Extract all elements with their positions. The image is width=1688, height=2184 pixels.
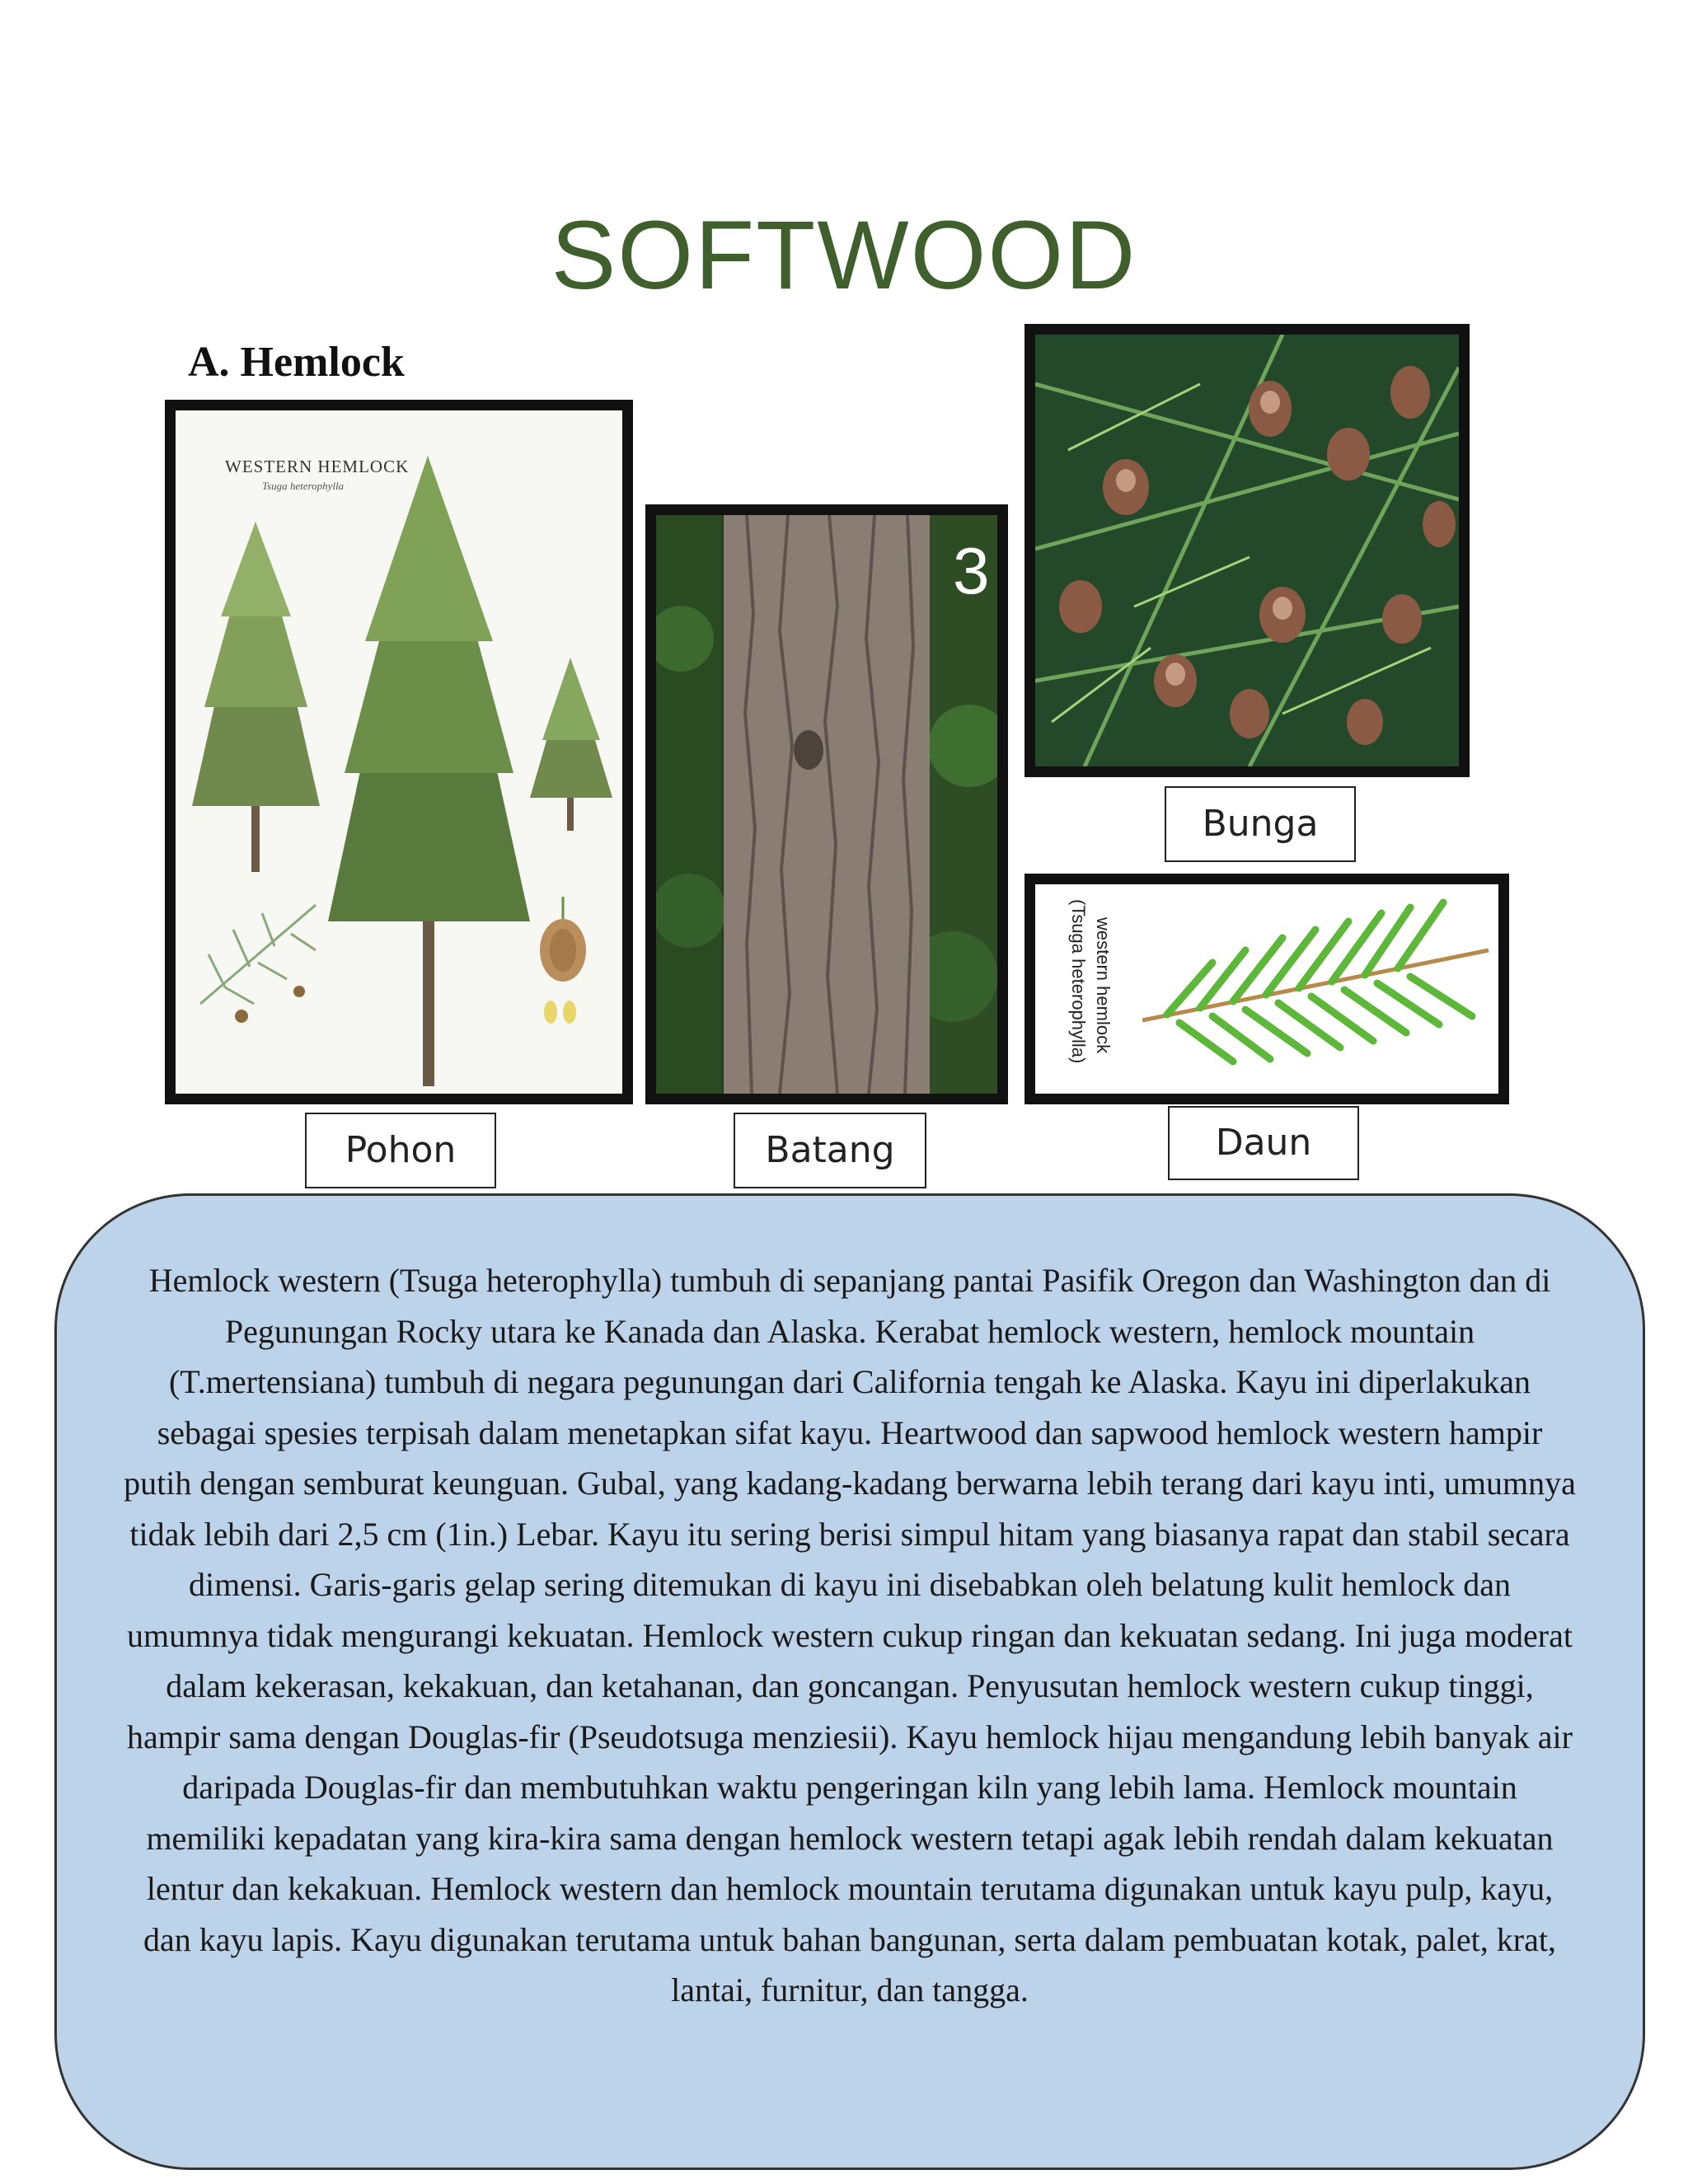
caption-batang: Batang — [734, 1113, 926, 1188]
cones-photo-icon — [1035, 335, 1459, 766]
page-title: SOFTWOOD — [551, 201, 1137, 310]
plate-subtitle: Tsuga heterophylla — [262, 480, 345, 492]
needles-photo-frame — [1025, 874, 1509, 1104]
caption-bunga: Bunga — [1165, 786, 1356, 862]
section-heading: A. Hemlock — [188, 339, 405, 386]
leaf-label-common: western hemlock — [1093, 917, 1114, 1054]
cones-photo-frame — [1025, 324, 1470, 777]
trunk-corner-mark: 3 — [953, 534, 990, 607]
tree-illustration-frame — [165, 400, 633, 1104]
tree-illustration-icon — [176, 410, 622, 1094]
description-panel — [54, 1193, 1645, 2170]
caption-pohon: Pohon — [305, 1113, 496, 1188]
description-text: Hemlock western (Tsuga heterophylla) tumbuh di sepanjang pantai Pasifik Oregon dan Washington dan di Pegunungan Rocky utara ke Kanada dan Alaska. Kerabat hemlock western, hemlock mountain (T.mertensiana) tumbuh di negara pegunungan dari California tengah ke Alaska. Kayu ini diperlakukan sebagai spesies terpisah dalam menetapkan sifat kayu. Heartwood dan sapwood hemlock western hampir putih dengan semburat keunguan. Gubal, yang kadang-kadang berwarna lebih terang dari kayu inti, umumnya tidak lebih dari 2,5 cm (1in.) Lebar. Kayu itu sering berisi simpul hitam yang biasanya rapat dan stabil secara dimensi. Garis-garis gelap sering ditemukan di kayu ini disebabkan oleh belatung kulit hemlock dan umumnya tidak mengurangi kekuatan. Hemlock western cukup ringan dan kekuatan sedang. Ini juga moderat dalam kekerasan, kekakuan, dan ketahanan, dan goncangan. Penyusutan hemlock western cukup tinggi, hampir sama dengan Douglas-fir (Pseudotsuga menziesii). Kayu hemlock hijau mengandung lebih banyak air daripada Douglas-fir dan membutuhkan waktu pengeringan kiln yang lebih lama. Hemlock mountain memiliki kepadatan yang kira-kira sama dengan hemlock western tetapi agak lebih rendah dalam kekuatan lentur dan kekakuan. Hemlock western dan hemlock mountain terutama digunakan untuk kayu pulp, kayu, dan kayu lapis. Kayu digunakan terutama untuk bahan bangunan, serta dalam pembuatan kotak, palet, krat, lantai, furnitur, dan tangga. — [124, 1262, 1576, 2008]
needles-photo-icon — [1035, 884, 1498, 1094]
bark-photo-icon — [656, 515, 997, 1094]
trunk-photo-frame — [645, 504, 1008, 1104]
leaf-label-latin: (Tsuga heterophylla) — [1068, 899, 1089, 1064]
caption-daun: Daun — [1168, 1106, 1359, 1180]
plate-title: WESTERN HEMLOCK — [225, 457, 410, 476]
